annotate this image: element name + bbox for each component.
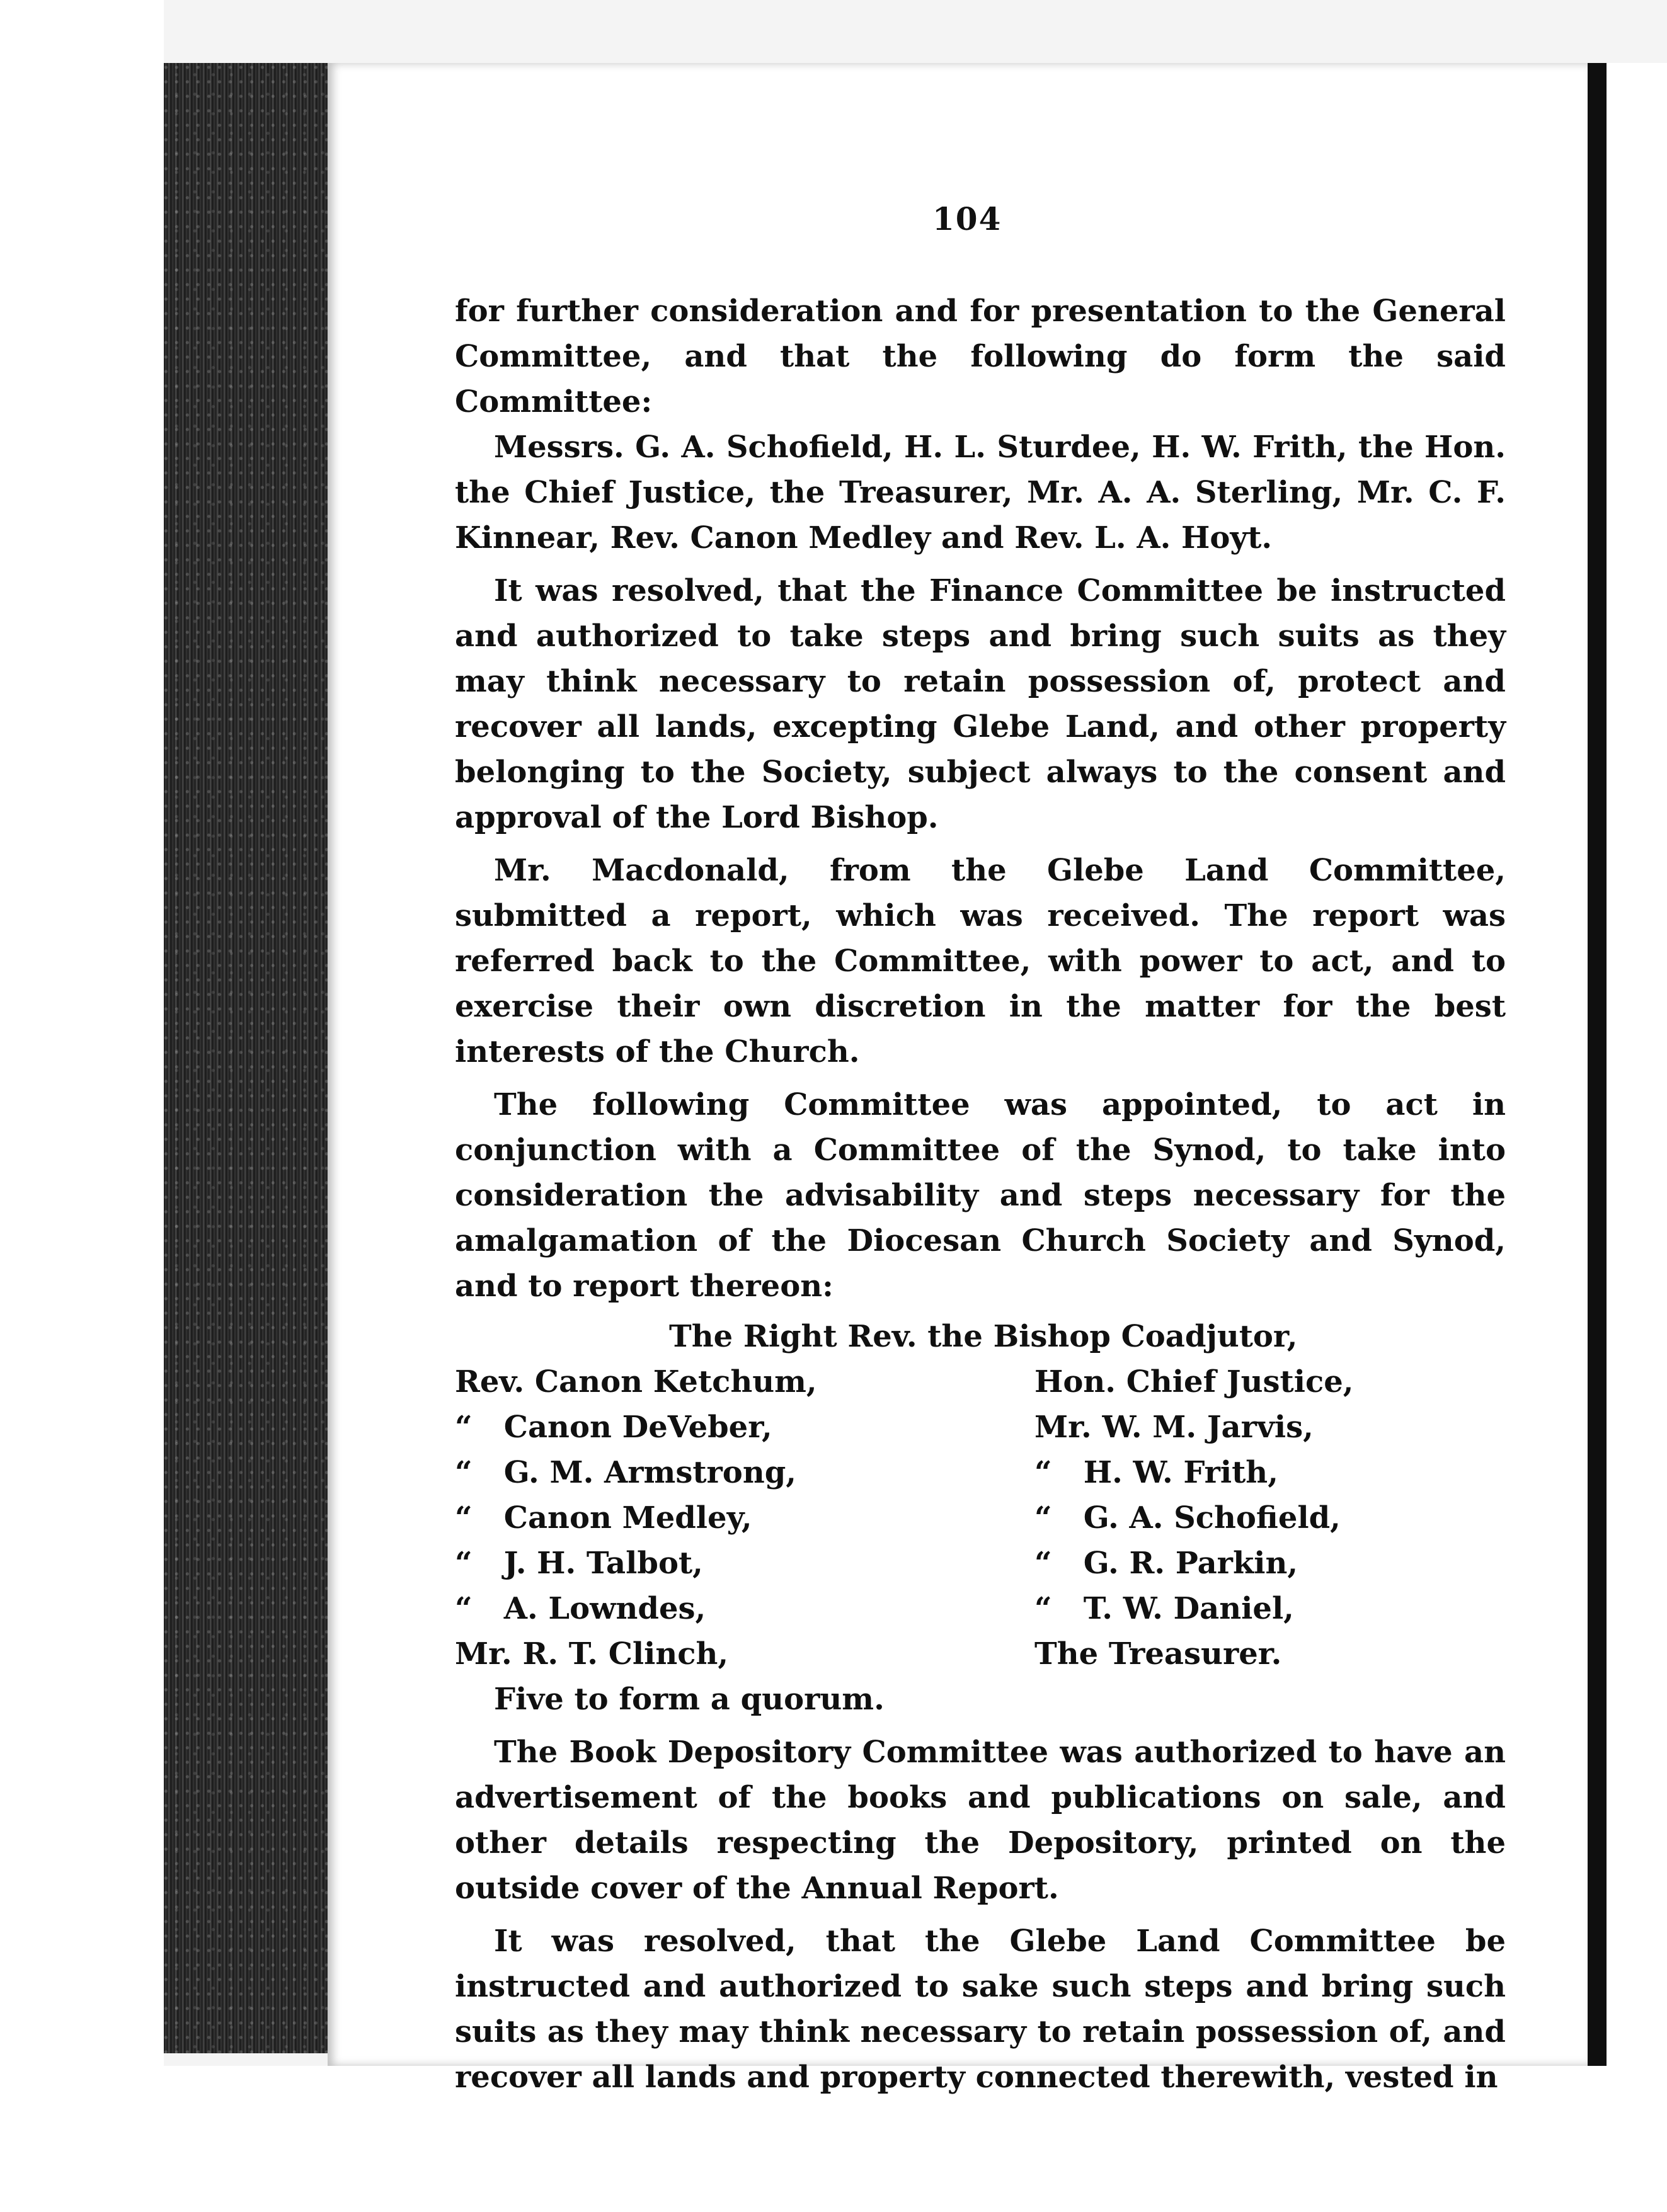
- paragraph-finance-resolution: It was resolved, that the Finance Committee be instructed and authorized to take steps and bring such suits as they may think necessary to retain possession of, protect and recover all lands, excepting Glebe Land, and other property belonging to the Society, subject always to the consent and approval of the Lord Bishop.: [455, 573, 1506, 835]
- committee-quorum: Five to form a quorum.: [494, 1682, 885, 1717]
- committee-member-left: “ G. M. Armstrong,: [455, 1455, 796, 1490]
- committee-member-right: Mr. W. M. Jarvis,: [1034, 1410, 1314, 1445]
- committee-member-right: Hon. Chief Justice,: [1034, 1364, 1354, 1400]
- book-page-edges: [164, 63, 328, 2053]
- committee-row: [455, 1631, 1506, 1677]
- committee-member-left: Rev. Canon Ketchum,: [455, 1364, 817, 1400]
- committee-row: [455, 1405, 1506, 1450]
- committee-member-right: “ G. A. Schofield,: [1034, 1500, 1341, 1536]
- committee-list: [455, 1314, 1506, 1722]
- committee-heading: The Right Rev. the Bishop Coadjutor,: [669, 1319, 1298, 1354]
- paragraph-glebe-resolution: It was resolved, that the Glebe Land Committee be instructed and authorized to sake such steps and bring such suits as they may think necessary to retain possession of, and recover all lands and property connected therewith, vested in: [455, 1924, 1506, 2095]
- committee-member-left: “ J. H. Talbot,: [455, 1546, 703, 1581]
- committee-row: [455, 1541, 1506, 1586]
- paragraph-glebe-report: Mr. Macdonald, from the Glebe Land Committee, submitted a report, which was received. The report was referred back to the Committee, with power to act, and to exercise their own discretion in the matter for the best interests of the Church.: [455, 853, 1506, 1069]
- committee-row: [455, 1450, 1506, 1495]
- paragraph-continuation: for further consideration and for presentation to the General Committee, and that the following do form the said Committee:: [455, 294, 1506, 419]
- committee-member-left: “ A. Lowndes,: [455, 1591, 706, 1626]
- page-number: 104: [932, 200, 1002, 237]
- committee-member-left: “ Canon Medley,: [455, 1500, 752, 1536]
- paragraph-amalgamation-committee: The following Committee was appointed, to act in conjunction with a Committee of the Synod, to take into consideration the advisability and steps necessary for the amalgamation of the Diocesan Church Society and Synod, and to report thereon:: [455, 1087, 1506, 1304]
- paragraph-committee-members: Messrs. G. A. Schofield, H. L. Sturdee, H. W. Frith, the Hon. the Chief Justice, the Treasurer, Mr. A. A. Sterling, Mr. C. F. Kinnear, Rev. Canon Medley and Rev. L. A. Hoyt.: [455, 430, 1506, 556]
- committee-row: [455, 1359, 1506, 1405]
- committee-row: [455, 1586, 1506, 1631]
- committee-member-left: “ Canon DeVeber,: [455, 1410, 772, 1445]
- committee-member-right: The Treasurer.: [1034, 1636, 1282, 1672]
- committee-member-right: “ G. R. Parkin,: [1034, 1546, 1298, 1581]
- committee-member-right: “ T. W. Daniel,: [1034, 1591, 1294, 1626]
- committee-member-right: “ H. W. Frith,: [1034, 1455, 1278, 1490]
- paragraph-book-depository: The Book Depository Committee was authorized to have an advertisement of the books and publications on sale, and other details respecting the Depository, printed on the outside cover of the Annual Report.: [455, 1735, 1506, 1906]
- committee-member-left: Mr. R. T. Clinch,: [455, 1636, 729, 1672]
- scan-margin-left: [0, 0, 164, 2212]
- committee-row: [455, 1495, 1506, 1541]
- page-body: [455, 288, 1506, 2100]
- scan-margin-right: [1607, 63, 1667, 2066]
